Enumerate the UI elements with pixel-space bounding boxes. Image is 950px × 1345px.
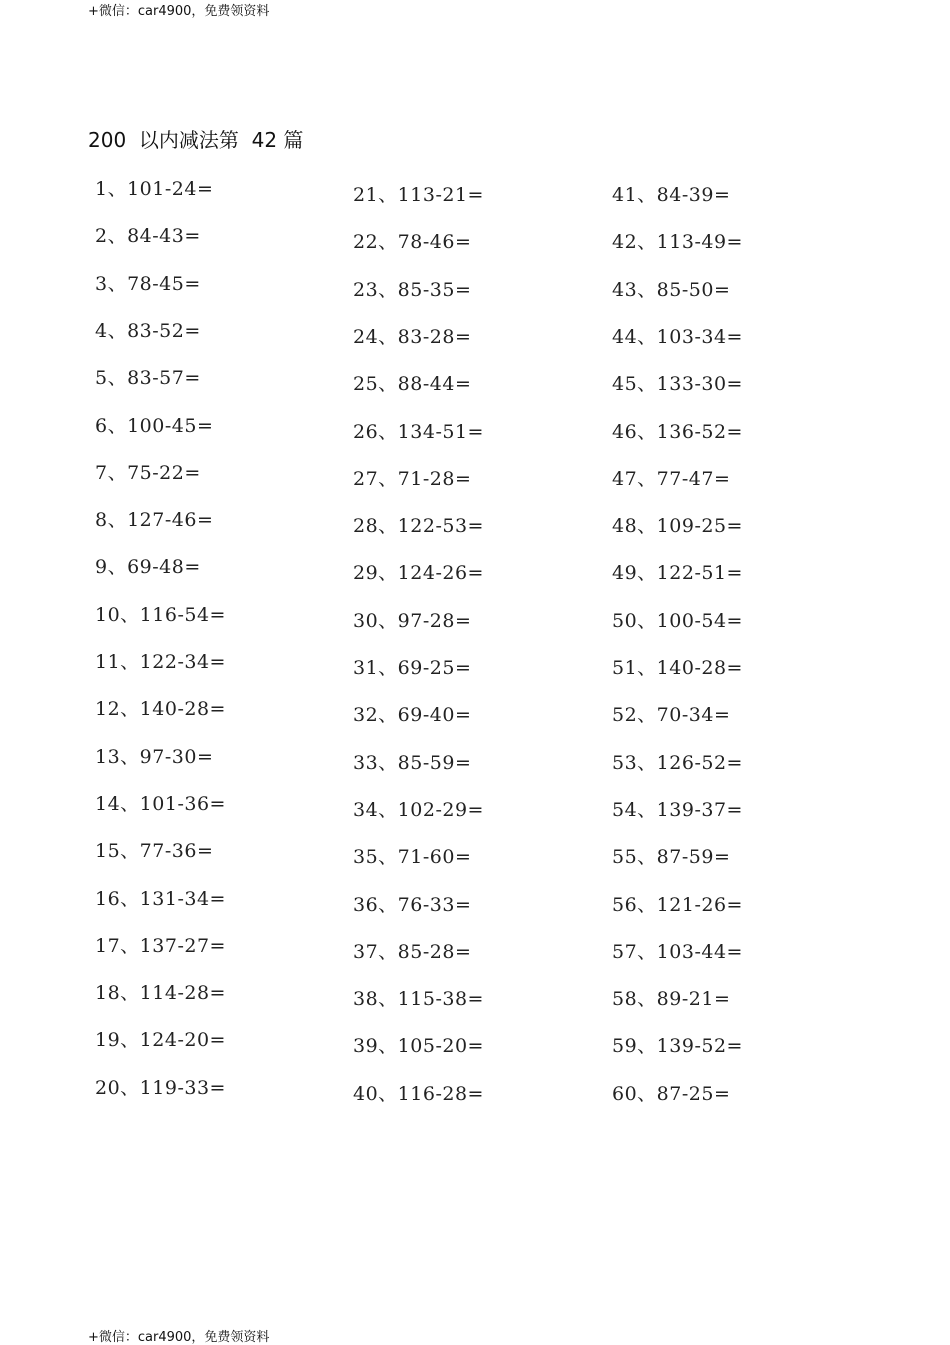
problem-item: 21、113-21= bbox=[353, 184, 484, 206]
problem-item: 17、137-27= bbox=[95, 934, 226, 957]
problem-item: 38、115-38= bbox=[353, 988, 484, 1011]
problem-item: 33、85-59= bbox=[353, 751, 472, 774]
problem-item: 24、83-28= bbox=[353, 325, 472, 348]
problem-item: 27、71-28= bbox=[353, 467, 472, 490]
problem-item: 52、70-34= bbox=[612, 704, 731, 727]
problem-item: 14、101-36= bbox=[95, 792, 226, 815]
problem-item: 53、126-52= bbox=[612, 751, 743, 774]
problem-item: 57、103-44= bbox=[612, 940, 743, 963]
problem-item: 48、109-25= bbox=[612, 515, 743, 538]
problem-item: 20、119-33= bbox=[95, 1076, 226, 1099]
problem-item: 10、116-54= bbox=[95, 603, 226, 626]
problem-item: 42、113-49= bbox=[612, 231, 743, 254]
problem-item: 19、124-20= bbox=[95, 1029, 226, 1052]
problem-item: 4、83-52= bbox=[95, 319, 201, 342]
header-watermark-text: +微信：car4900，免费领资料 bbox=[88, 4, 270, 19]
problem-item: 29、124-26= bbox=[353, 562, 484, 585]
problem-item: 43、85-50= bbox=[612, 278, 731, 301]
problem-item: 36、76-33= bbox=[353, 893, 472, 916]
problem-item: 44、103-34= bbox=[612, 325, 743, 348]
problem-item: 41、84-39= bbox=[612, 184, 731, 206]
problem-item: 54、139-37= bbox=[612, 798, 743, 821]
problem-item: 46、136-52= bbox=[612, 420, 743, 443]
problem-item: 35、71-60= bbox=[353, 846, 472, 869]
problem-item: 6、100-45= bbox=[95, 414, 214, 437]
problem-item: 31、69-25= bbox=[353, 657, 472, 679]
problem-item: 13、97-30= bbox=[95, 745, 214, 768]
problem-item: 30、97-28= bbox=[353, 609, 472, 632]
problem-item: 55、87-59= bbox=[612, 846, 731, 869]
problem-item: 34、102-29= bbox=[353, 798, 484, 821]
problem-item: 37、85-28= bbox=[353, 940, 472, 963]
problem-item: 47、77-47= bbox=[612, 467, 731, 490]
problem-item: 25、88-44= bbox=[353, 373, 472, 396]
problem-item: 50、100-54= bbox=[612, 609, 743, 632]
problem-item: 12、140-28= bbox=[95, 698, 226, 721]
problem-item: 40、116-28= bbox=[353, 1082, 484, 1105]
problem-item: 60、87-25= bbox=[612, 1082, 731, 1105]
problem-item: 1、101-24= bbox=[95, 178, 214, 200]
footer-watermark-text: +微信：car4900，免费领资料 bbox=[88, 1330, 270, 1345]
problem-item: 8、127-46= bbox=[95, 509, 214, 532]
problem-item: 2、84-43= bbox=[95, 225, 201, 248]
problem-item: 16、131-34= bbox=[95, 887, 226, 910]
problem-item: 9、69-48= bbox=[95, 556, 201, 579]
problem-item: 56、121-26= bbox=[612, 893, 743, 916]
problem-item: 5、83-57= bbox=[95, 367, 201, 390]
problem-item: 26、134-51= bbox=[353, 420, 484, 443]
problem-item: 32、69-40= bbox=[353, 704, 472, 727]
worksheet-title: 200 以内减法第 42 篇 bbox=[88, 128, 304, 152]
problem-item: 28、122-53= bbox=[353, 515, 484, 538]
problem-item: 45、133-30= bbox=[612, 373, 743, 396]
problem-item: 3、78-45= bbox=[95, 272, 201, 295]
problem-item: 23、85-35= bbox=[353, 278, 472, 301]
problem-item: 58、89-21= bbox=[612, 988, 731, 1011]
problem-item: 59、139-52= bbox=[612, 1035, 743, 1058]
problem-item: 15、77-36= bbox=[95, 840, 214, 863]
problem-item: 11、122-34= bbox=[95, 651, 226, 673]
problem-item: 39、105-20= bbox=[353, 1035, 484, 1058]
problem-item: 18、114-28= bbox=[95, 982, 226, 1005]
problem-item: 7、75-22= bbox=[95, 461, 201, 484]
problem-item: 51、140-28= bbox=[612, 657, 743, 679]
problem-item: 22、78-46= bbox=[353, 231, 472, 254]
problem-item: 49、122-51= bbox=[612, 562, 743, 585]
